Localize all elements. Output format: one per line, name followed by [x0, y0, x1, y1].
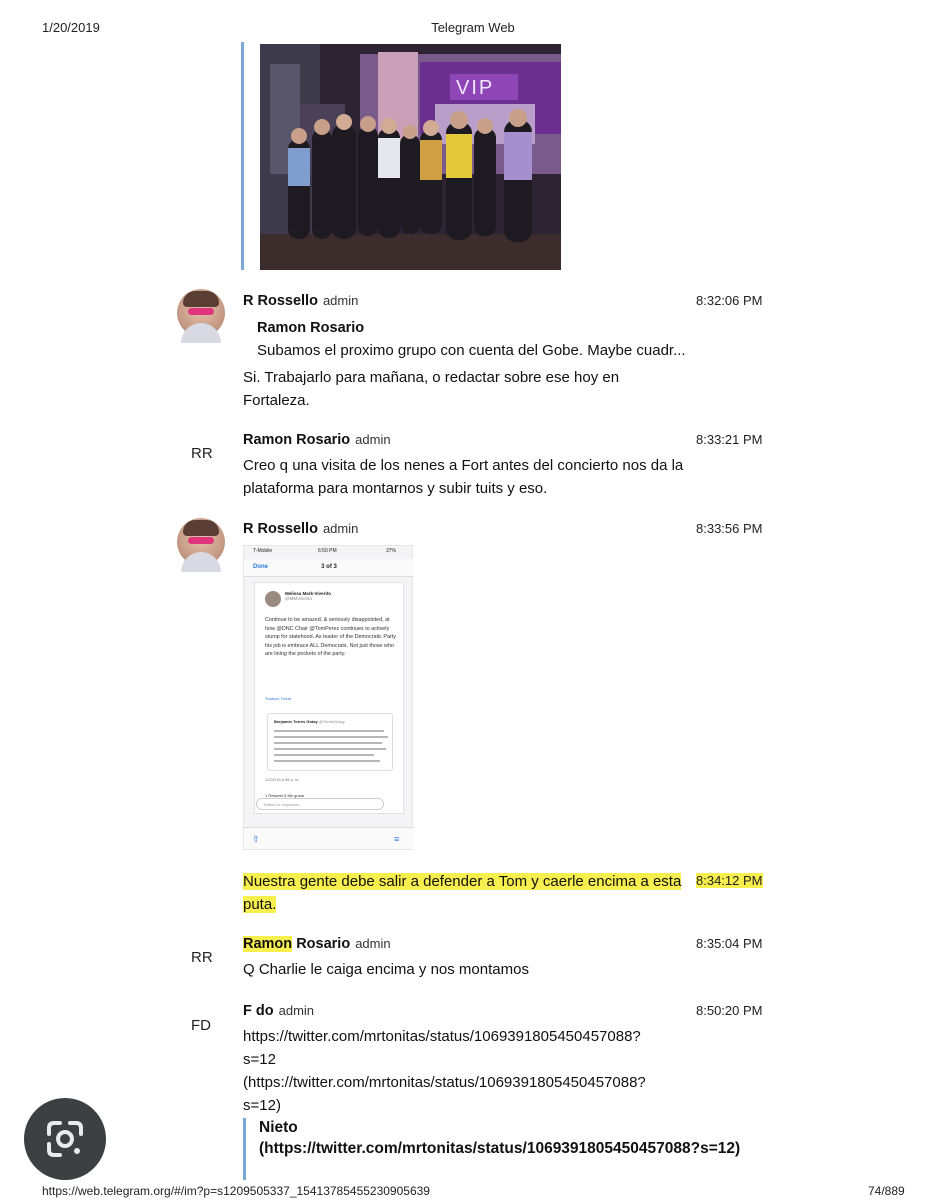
avatar-hair	[183, 291, 219, 307]
sender-name[interactable]: R Rossello	[243, 521, 318, 537]
sender-role: admin	[278, 1003, 315, 1018]
tweet-author-handle: @MMViverito	[285, 596, 312, 601]
footer-url: https://web.telegram.org/#/im?p=s1209505337_15413785455230905639	[42, 1184, 430, 1198]
quoted-text-line	[274, 742, 382, 744]
message-link-line[interactable]: s=12	[243, 1051, 276, 1068]
sender-role: admin	[322, 521, 359, 536]
tweet-author-avatar	[265, 591, 281, 607]
battery-text: 37%	[386, 548, 397, 554]
message-sender[interactable]	[243, 432, 391, 448]
translate-link: Traducir Tweet	[265, 696, 292, 701]
sender-name[interactable]: F do	[243, 1003, 274, 1019]
group-photo[interactable]	[260, 44, 561, 270]
reply-field: Twittea tu respuesta	[256, 798, 384, 810]
highlighted-time: 8:34:12 PM	[696, 873, 763, 888]
message-time	[696, 873, 763, 888]
pager-text: 3 of 3	[321, 564, 337, 570]
highlighted-text: puta.	[243, 896, 277, 913]
reply-preview-text[interactable]: Subamos el proximo grupo con cuenta del Gobe. Maybe cuadr...	[257, 342, 686, 359]
share-icon: ⇧	[252, 834, 260, 844]
avatar-glasses	[188, 308, 214, 315]
tweet-author-name: Melissa Mark-Viverito	[285, 591, 331, 596]
link-preview-bar	[243, 1118, 246, 1180]
lens-icon	[24, 1098, 106, 1180]
avatar-glasses	[188, 537, 214, 544]
message-sender[interactable]	[243, 293, 358, 309]
message-link-line[interactable]: s=12)	[243, 1097, 281, 1114]
photo-quote-bar	[241, 42, 244, 270]
avatar-initials-rr[interactable]: RR	[191, 949, 213, 966]
sender-name[interactable]: Ramon Rosario	[243, 432, 351, 448]
message-text	[243, 454, 693, 500]
message-text	[243, 870, 693, 916]
phone-toolbar	[244, 827, 414, 849]
sender-role: admin	[355, 432, 391, 447]
quoted-text-line	[274, 754, 374, 756]
avatar-initials-fd[interactable]: FD	[191, 1017, 211, 1034]
quoted-text-line	[274, 730, 384, 732]
message-time: 8:35:04 PM	[696, 936, 763, 951]
quoted-text-line	[274, 760, 380, 762]
tweet-text: Continue to be amazed, & seriously disappointed, at how @DNC Chair @TomPerez continues to actively stump for statehood. As leader of the Democratic Party his job is embrace ALL Democrats. Not just those who are lining the pockets of the party.	[265, 617, 396, 658]
avatar-initials-rr[interactable]: RR	[191, 445, 213, 462]
highlighted-text: Nuestra gente debe salir a defender a Tom y caerle encima a esta	[243, 873, 682, 890]
tweet-author	[285, 591, 331, 601]
message-link-line[interactable]: (https://twitter.com/mrtonitas/status/1069391805450457088?	[243, 1074, 646, 1091]
message-line: plataforma para montarnos y subir tuits y eso.	[243, 480, 548, 497]
quoted-text-line	[274, 748, 386, 750]
phone-nav-bar	[244, 559, 414, 577]
print-date: 1/20/2019	[42, 20, 100, 35]
quoted-author-handle: @TorresGotay	[318, 719, 345, 724]
avatar-r-rossello[interactable]	[177, 518, 225, 566]
message-link-line[interactable]: https://twitter.com/mrtonitas/status/1069391805450457088?	[243, 1028, 641, 1045]
tweet-date: 12/02/18 6:38 p. m.	[265, 777, 300, 782]
sender-role: admin	[322, 293, 359, 308]
quoted-tweet	[267, 713, 393, 771]
carrier-text: T-Mobile	[253, 548, 273, 554]
message-text	[243, 1025, 683, 1117]
quoted-author-name: Benjamin Torres Gotay	[274, 719, 318, 724]
phone-status-bar	[244, 548, 414, 557]
done-button: Done	[253, 564, 268, 570]
sender-last-name[interactable]: Rosario	[296, 936, 351, 952]
quoted-author	[274, 719, 345, 724]
link-preview-title[interactable]: Nieto	[259, 1119, 298, 1136]
avatar-r-rossello[interactable]	[177, 289, 225, 337]
vip-sign-text: VIP	[456, 77, 495, 99]
message-time: 8:33:56 PM	[696, 521, 763, 536]
group-photo-image	[260, 44, 561, 270]
tweet-screenshot-image[interactable]	[243, 545, 413, 850]
lens-button[interactable]	[24, 1098, 106, 1180]
sender-first-name[interactable]: Ramon	[243, 936, 293, 952]
message-text: Q Charlie le caiga encima y nos montamos	[243, 961, 529, 978]
message-time: 8:33:21 PM	[696, 432, 763, 447]
page-title: Telegram Web	[431, 20, 515, 35]
message-time: 8:32:06 PM	[696, 293, 763, 308]
sender-name[interactable]: R Rossello	[243, 293, 318, 309]
tweet-card	[254, 582, 404, 814]
message-sender[interactable]	[243, 1003, 314, 1019]
avatar-hair	[183, 520, 219, 536]
message-line: Fortaleza.	[243, 392, 310, 409]
message-line: Creo q una visita de los nenes a Fort antes del concierto nos da la	[243, 457, 684, 474]
message-text	[243, 366, 693, 412]
list-icon: ≡	[394, 834, 400, 844]
tweet-stats: 1 Retweet 5 Me gusta	[265, 793, 304, 798]
message-sender[interactable]	[243, 936, 391, 952]
avatar-shirt	[181, 323, 221, 343]
sender-role: admin	[355, 936, 391, 951]
avatar-shirt	[181, 552, 221, 572]
clock-text: 6:50 PM	[318, 548, 337, 554]
page-number: 74/889	[868, 1184, 905, 1198]
message-sender[interactable]	[243, 521, 358, 537]
message-line	[243, 893, 693, 916]
quoted-text-line	[274, 736, 388, 738]
message-line	[243, 870, 693, 893]
message-time: 8:50:20 PM	[696, 1003, 763, 1018]
reply-sender-name[interactable]: Ramon Rosario	[257, 320, 365, 336]
link-preview-url[interactable]: (https://twitter.com/mrtonitas/status/1069391805450457088?s=12)	[259, 1140, 741, 1157]
message-line: Si. Trabajarlo para mañana, o redactar sobre ese hoy en	[243, 369, 620, 386]
